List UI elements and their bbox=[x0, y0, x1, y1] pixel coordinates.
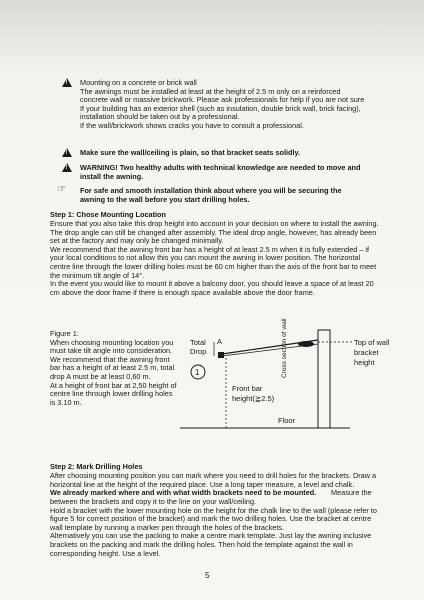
text-line: After choosing mounting position you can mark where you need to drill holes for the brackets. Draw a bbox=[50, 471, 377, 480]
text-line: Step 1: Chose Mounting Location bbox=[50, 210, 166, 219]
text-line: If your building has an exterior shell (such as insulation, double brick wall, brick facing), bbox=[80, 103, 361, 113]
warning-triangle-icon bbox=[62, 163, 72, 172]
front-bar-label-1: Front bar bbox=[232, 384, 263, 393]
text-line: figure 5 for correct position of the bracket) and mark the two drilling holes. Use the bracket at centre bbox=[50, 514, 372, 524]
front-bar bbox=[218, 352, 224, 358]
text-line: corresponding height. Use a level. bbox=[50, 548, 161, 558]
text-line: cm above the door frame if there is enough space available above the door frame. bbox=[50, 287, 315, 297]
text-line: horizontal line at the height of the required place. Use a long taper measure, a level and chalk. bbox=[50, 479, 355, 489]
text-line: bar has a height of at least 2.5 m, total bbox=[50, 363, 175, 373]
figure-1-diagram bbox=[180, 318, 390, 440]
text-line: concrete wall or massive brickwork. Please ask professionals for help if you are not sure bbox=[80, 95, 365, 105]
pointing-hand-icon: ☞ bbox=[57, 184, 66, 195]
text-line: We recommend that the awning front bar has a height of at least 2.5 m when it is fully extended – if bbox=[50, 244, 370, 254]
text-line: centre line through lower drilling holes bbox=[50, 389, 173, 399]
text-line: The drop angle can still be changed after assembly. The ideal drop angle, however, has already been bbox=[50, 227, 377, 237]
text-line: At a height of front bar at 2,50 height of bbox=[50, 380, 177, 390]
text-line: Step 2: Mark Drilling Holes bbox=[50, 462, 143, 471]
text-line: awning to the wall before you start drilling holes. bbox=[80, 194, 250, 204]
top-bracket-label-1: Top of wall bbox=[354, 338, 390, 347]
figure-marker-number: 1 bbox=[195, 368, 200, 377]
text-line: We already marked where and with what width brackets need to be mounted. bbox=[50, 488, 317, 497]
warning-triangle-icon bbox=[62, 78, 72, 87]
scan-shadow bbox=[0, 0, 424, 70]
top-bracket-label-3: height bbox=[354, 358, 375, 367]
text-line: WARNING! Two healthy adults with technical knowledge are needed to move and bbox=[80, 163, 361, 172]
text-line: For safe and smooth installation think about where you will be securing the bbox=[80, 186, 342, 195]
awning-cassette bbox=[298, 341, 314, 347]
text-line: wall template by running a marker pen through the holes of the brackets. bbox=[50, 522, 285, 532]
wall-cross-section bbox=[318, 330, 330, 428]
text-line: drop A must be at least 0,60 m. bbox=[50, 372, 151, 381]
text-line: is 3.10 m. bbox=[50, 397, 82, 407]
text-line: Alternatively you can use the packing to make a centre mark template. Just lay the awning inclusive bbox=[50, 531, 372, 541]
text-line: We recommend that the awning front bbox=[50, 354, 170, 364]
warning-triangle-icon bbox=[62, 148, 72, 157]
text-line: set at the factory and may only be changed minimally. bbox=[50, 236, 224, 246]
total-drop-label-1: Total bbox=[190, 338, 206, 347]
text-line: installation should be taken out by a professional. bbox=[80, 112, 240, 122]
text-line: When choosing mounting location you bbox=[50, 337, 174, 347]
wall-cross-section-label: Cross section of wall bbox=[281, 318, 288, 378]
text-line: In the event you would like to mount it above a balcony door, you should leave a space of at least 20 bbox=[50, 279, 374, 289]
text-line: between the brackets and copy it to the line on your wall/ceiling. bbox=[50, 497, 257, 506]
text-line: brackets on the packing and mark the drilling holes. Then hold the template against the wall in bbox=[50, 540, 353, 549]
text-line: the minimum tilt angle of 14°. bbox=[50, 270, 145, 280]
text-line: Hold a bracket with the lower mounting hole on the height for the chalk line to the wall (please refer to bbox=[50, 505, 377, 515]
total-drop-label-2: Drop bbox=[190, 347, 207, 356]
text-line: Ensure that you also take this drop height into account in your decision on where to install the awning. bbox=[50, 219, 379, 228]
text-line: install the awning. bbox=[80, 171, 144, 181]
floor-label: Floor bbox=[278, 416, 296, 425]
text-line: your local conditions to not allow this you can mount the awning in lower position. The horizontal bbox=[50, 253, 361, 263]
text-line: The awnings must be installed at least at the height of 2.5 m only on a reinforced bbox=[80, 86, 341, 96]
measure-the-text: Measure the bbox=[331, 488, 372, 497]
text-line: must take tilt angle into consideration. bbox=[50, 346, 173, 356]
a-label: A bbox=[217, 337, 223, 346]
text-line: Figure 1: bbox=[50, 329, 79, 338]
text-line: centre line through the lower drilling holes must be 60 cm higher than the axis of the front bar to meet bbox=[50, 262, 377, 271]
text-line: Mounting on a concrete or brick wall bbox=[80, 78, 197, 87]
top-bracket-label-2: bracket bbox=[354, 348, 379, 357]
text-line: If the wall/brickwork shows cracks you have to consult a professional. bbox=[80, 121, 304, 130]
text-line: Make sure the wall/ceiling is plain, so that bracket seats solidly. bbox=[80, 148, 301, 157]
page-number: 5 bbox=[205, 571, 210, 580]
front-bar-label-2: height(≧2.5) bbox=[232, 394, 275, 403]
